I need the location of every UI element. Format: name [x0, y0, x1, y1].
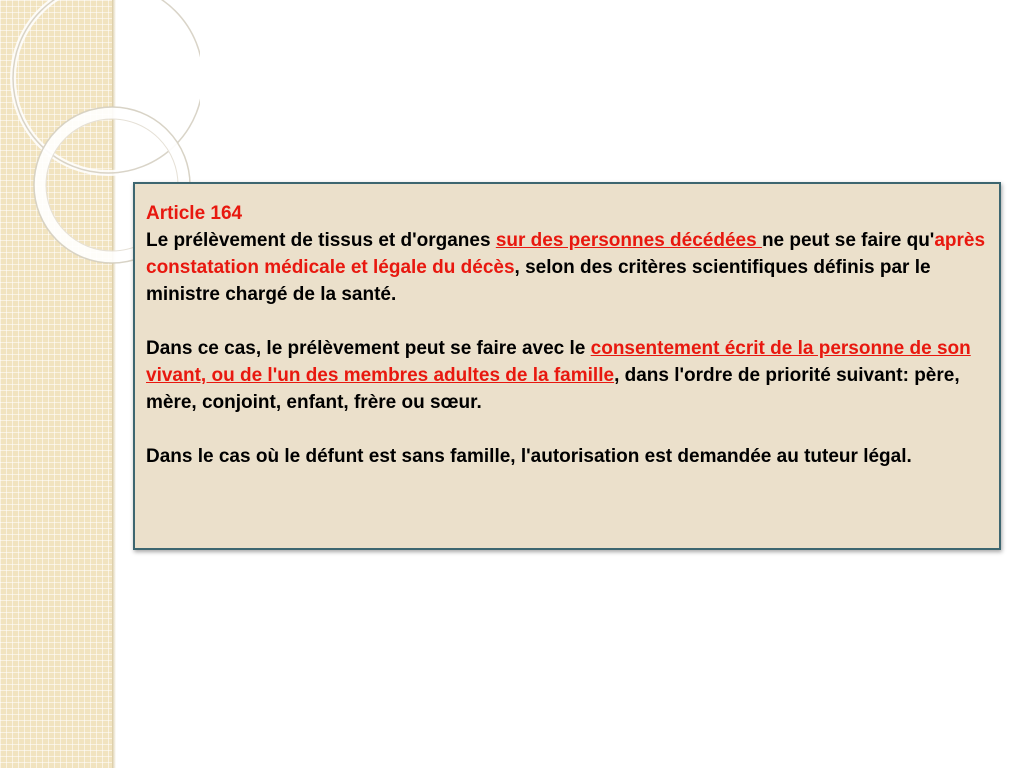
paragraph-1-text-b: ne peut se faire qu': [761, 230, 935, 251]
article-heading: Article 164: [146, 203, 243, 224]
paragraph-2-highlight-consent: consentement écrit de la personne de son vivant, ou de l'un des membres adultes de la famille: [146, 338, 971, 386]
paragraph-1-highlight-death-confirmation: après constatation médicale et légale du décès: [146, 230, 986, 278]
paragraph-2-text-a: Dans ce cas, le prélèvement peut se faire avec le: [146, 338, 591, 359]
paragraph-1-highlight-deceased: sur des personnes décédées: [495, 230, 762, 251]
paragraph-1-text-c: , selon des critères scientifiques définis par le ministre chargé de la santé.: [146, 257, 931, 305]
paragraph-1: [146, 227, 989, 308]
paragraph-3: Dans le cas où le défunt est sans famille, l'autorisation est demandée au tuteur légal.: [146, 446, 912, 467]
paragraph-2: [146, 335, 989, 416]
paragraph-2-text-b: , dans l'ordre de priorité suivant: père, mère, conjoint, enfant, frère ou sœur.: [146, 365, 960, 413]
paragraph-1-text-a: Le prélèvement de tissus et d'organes: [146, 230, 496, 251]
article-text-box: [133, 182, 1001, 550]
